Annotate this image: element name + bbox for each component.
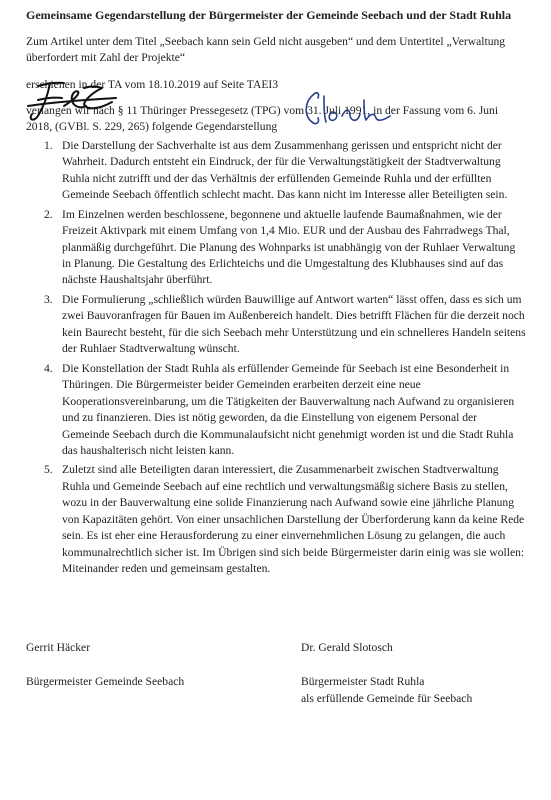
list-item-text: Die Darstellung der Sachverhalte ist aus dem Zusammenhang gerissen und entspricht nicht der Wahrheit. Dadurch entsteht ein Eindruck, der für die Verwaltungstätigkeit der Stadtverwaltung Ruhla nicht zutrifft und der das Verhältnis der erfüllenden Gemeinde Ruhla und der erfüllten Gemeinde Seebach öffentlich schlecht macht. Das kann nicht im Interesse aller Beteiligten sein.	[62, 138, 508, 202]
points-list	[26, 138, 526, 578]
signatory-right	[301, 640, 472, 707]
list-item-number: 5.	[44, 463, 53, 477]
handwritten-signature-left	[24, 76, 124, 126]
signatory-right-role-line2: als erfüllende Gemeinde für Seebach	[301, 691, 473, 705]
intro-article-reference: Zum Artikel unter dem Titel „Seebach kann sein Geld nicht ausgeben“ und dem Untertitel „Verwaltung überfordert mit Zahl der Projekte“	[26, 34, 506, 65]
signatory-left	[26, 640, 184, 691]
signatory-right-role: Bürgermeister Stadt Ruhla	[301, 675, 425, 689]
list-item	[44, 207, 526, 289]
intro-publication-reference: erschienen in der TA vom 18.10.2019 auf Seite TAEI3	[26, 77, 279, 91]
list-item-text: Zuletzt sind alle Beteiligten daran interessiert, die Zusammenarbeit zwischen Stadtverwaltung Ruhla und Gemeinde Seebach auf eine rechtlich und verwaltungsmäßig sichere Basis zu stellen, wozu in der Bauverwaltung eine solide Finanzierung nach Aufwand sowie eine jährliche Planung von Kapazitäten gehört. Von einer unsachlichen Darstellung der Überforderung kann da keine Rede sein. Es ist eher eine Herausforderung zu einer einvernehmlichen Lösung zu gelangen, die auch kommunalrechtlich sicher ist. Im Übrigen sind sich beide Bürgermeister darin einig was sie wollen: Miteinander reden und gemeinsam gestalten.	[62, 463, 525, 576]
signature-block	[26, 640, 526, 790]
list-item	[44, 138, 526, 204]
list-item-number: 2.	[44, 207, 53, 221]
handwritten-signature-right	[298, 86, 408, 136]
list-item-text: Im Einzelnen werden beschlossene, begonnene und aktuelle laufende Baumaßnahmen, wie der Freizeit Aktivpark mit einem Umfang von 1,4 Mio. EUR und der Ausbau des Fahrradwegs Thal, planmäßig durchgeführt. Die Planung des Wohnparks ist unabhängig von der Ruhlaer Verwaltung in Planung. Die Gestaltung des Erlichteichs und die Umgestaltung des Klubhauses sind auf das nächste Haushaltsjahr überführt.	[62, 207, 516, 287]
list-item	[44, 292, 526, 358]
signatory-left-name: Gerrit Häcker	[26, 641, 91, 654]
signatory-right-name: Dr. Gerald Slotosch	[301, 641, 393, 654]
signatory-left-role: Bürgermeister Gemeinde Seebach	[26, 675, 185, 689]
intro-legal-basis: verlangen wir nach § 11 Thüringer Pressegesetz (TPG) vom 31. Juli 1991, in der Fassung vom 6. Juni 2018, (GVBl. S. 229, 265) folgende Gegendarstellung	[26, 103, 499, 134]
list-item-text: Die Formulierung „schließlich würden Bauwillige auf Antwort warten“ lässt offen, dass es sich um zwei Bauvoranfragen für Bauen im Außenbereich handelt. Dies betrifft Flächen für die derzeit noch kein Baurecht besteht, für die sich Seebach mehr Unterstützung und ein schnelleres Handeln seitens der Ruhlaer Stadtverwaltung wünscht.	[62, 292, 526, 356]
list-item-text: Die Konstellation der Stadt Ruhla als erfüllender Gemeinde für Seebach ist eine Besonderheit in Thüringen. Die Bürgermeister beider Gemeinden erarbeiten derzeit eine neue Kooperationsvereinbarung, um die Tätigkeiten der Bauverwaltung nach Aufwand zu organisieren und zu finanzieren. Dies ist nötig geworden, da die Einstellung von eigenem Personal der Gemeinde Seebach durch die Kommunalaufsicht nicht genehmigt worden ist und die Stadt Ruhla das haushalterisch nicht leisten kann.	[62, 361, 515, 458]
list-item-number: 4.	[44, 361, 53, 375]
document-title: Gemeinsame Gegendarstellung der Bürgermeister der Gemeinde Seebach und der Stadt Ruhla	[26, 8, 512, 22]
list-item-number: 3.	[44, 292, 53, 306]
list-item	[44, 361, 526, 460]
list-item	[44, 462, 526, 577]
list-item-number: 1.	[44, 138, 53, 152]
